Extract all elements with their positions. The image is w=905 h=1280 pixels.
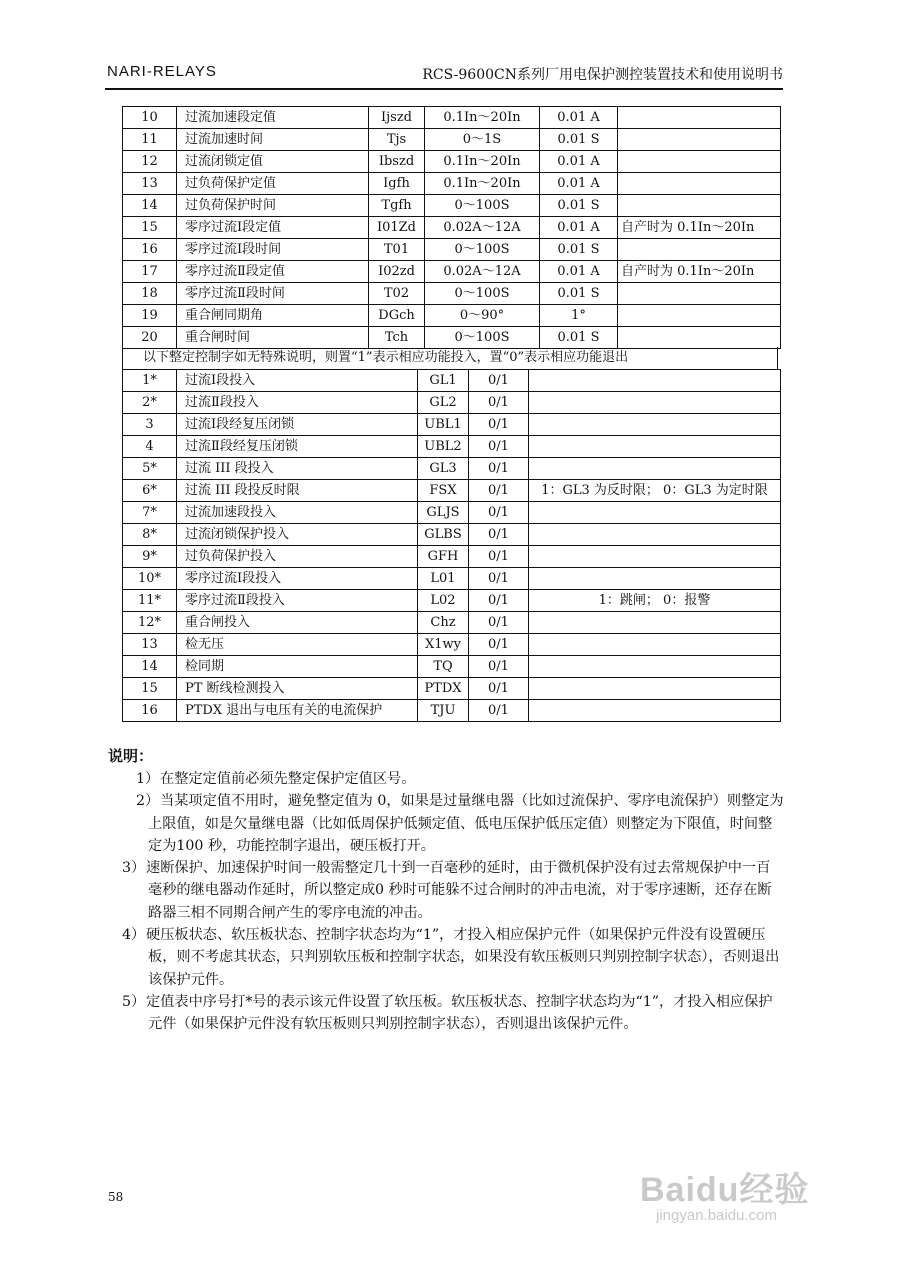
setting-note [618, 173, 781, 195]
table-row [123, 107, 781, 129]
setting-step: 0.01 S [540, 239, 618, 261]
row-number: 10 [123, 107, 177, 129]
setting-name: 过流闭锁定值 [177, 151, 369, 173]
control-symbol: GL3 [418, 458, 469, 480]
setting-note [618, 195, 781, 217]
control-name: 重合闸投入 [177, 612, 418, 634]
table-row [123, 524, 781, 546]
row-number: 20 [123, 327, 177, 349]
setting-step: 1° [540, 305, 618, 327]
note-item [108, 857, 784, 924]
setting-step: 0.01 A [540, 173, 618, 195]
setting-symbol: Tjs [369, 129, 425, 151]
control-value: 0/1 [469, 480, 529, 502]
control-value: 0/1 [469, 370, 529, 392]
control-name: 过流 III 段投入 [177, 458, 418, 480]
setting-symbol: T01 [369, 239, 425, 261]
control-note [529, 414, 781, 436]
table-row [123, 305, 781, 327]
control-note [529, 568, 781, 590]
table-row [123, 590, 781, 612]
control-name: 检无压 [177, 634, 418, 656]
control-symbol: Chz [418, 612, 469, 634]
control-value: 0/1 [469, 678, 529, 700]
control-symbol: TQ [418, 656, 469, 678]
control-name: 过负荷保护投入 [177, 546, 418, 568]
control-word-table [122, 369, 781, 722]
row-number: 9* [123, 546, 177, 568]
control-symbol: X1wy [418, 634, 469, 656]
setting-name: 过负荷保护定值 [177, 173, 369, 195]
note-item [108, 924, 784, 991]
table-row [123, 436, 781, 458]
setting-symbol: Ibszd [369, 151, 425, 173]
control-value: 0/1 [469, 524, 529, 546]
table-row [123, 612, 781, 634]
row-number: 16 [123, 700, 177, 722]
setting-step: 0.01 A [540, 107, 618, 129]
note-text: 当某项定值不用时，避免整定值为 0，如果是过量继电器（比如过流保护、零序电流保护）则整定为上限值，如是欠量继电器（比如低周保护低频定值、低电压保护低压定值）则整定为下限值，时间整定为100 秒，功能控制字退出，硬压板打开。 [148, 793, 784, 854]
table-row [123, 392, 781, 414]
setting-range: 0.1In～20In [425, 151, 540, 173]
control-note [529, 612, 781, 634]
row-number: 12 [123, 151, 177, 173]
table-row [123, 217, 781, 239]
note-number: 1） [136, 771, 160, 787]
setting-note [618, 129, 781, 151]
settings-table [122, 106, 781, 349]
header-divider [105, 88, 783, 90]
table-row [123, 129, 781, 151]
control-name: 过流Ⅱ段投入 [177, 392, 418, 414]
control-symbol: L02 [418, 590, 469, 612]
note-number: 3） [122, 860, 146, 877]
control-value: 0/1 [469, 700, 529, 722]
control-symbol: TJU [418, 700, 469, 722]
setting-range: 0.02A～12A [425, 261, 540, 283]
setting-symbol: I01Zd [369, 217, 425, 239]
setting-note [618, 305, 781, 327]
setting-name: 重合闸同期角 [177, 305, 369, 327]
control-value: 0/1 [469, 392, 529, 414]
setting-note: 自产时为 0.1In～20In [618, 217, 781, 239]
setting-note [618, 283, 781, 305]
watermark [640, 1162, 860, 1232]
notes-title: 说明： [108, 747, 154, 765]
note-item [108, 768, 784, 790]
setting-note: 自产时为 0.1In～20In [618, 261, 781, 283]
control-symbol: L01 [418, 568, 469, 590]
control-note [529, 546, 781, 568]
note-number: 4） [122, 927, 146, 944]
control-symbol: UBL1 [418, 414, 469, 436]
page-number: 58 [108, 1190, 124, 1204]
control-symbol: GLBS [418, 524, 469, 546]
row-number: 18 [123, 283, 177, 305]
setting-range: 0～90° [425, 305, 540, 327]
setting-symbol: T02 [369, 283, 425, 305]
table-row [123, 239, 781, 261]
row-number: 1* [123, 370, 177, 392]
table-row [123, 195, 781, 217]
control-name: 零序过流Ⅱ段投入 [177, 590, 418, 612]
control-name: 过流Ⅱ段经复压闭锁 [177, 436, 418, 458]
setting-name: 零序过流Ⅰ段定值 [177, 217, 369, 239]
watermark-brand: Baidu经验 [640, 1171, 810, 1209]
setting-step: 0.01 A [540, 151, 618, 173]
table-row [123, 414, 781, 436]
control-note: 1：跳闸； 0：报警 [529, 590, 781, 612]
note-text: 硬压板状态、软压板状态、控制字状态均为“1”，才投入相应保护元件（如果保护元件没有设置硬压板，则不考虑其状态，只判别软压板和控制字状态，如果没有软压板则只判别控制字状态），否则退出该保护元件。 [146, 927, 780, 988]
control-name: 检同期 [177, 656, 418, 678]
setting-range: 0.1In～20In [425, 173, 540, 195]
row-number: 5* [123, 458, 177, 480]
setting-name: 过负荷保护时间 [177, 195, 369, 217]
control-name: PTDX 退出与电压有关的电流保护 [177, 700, 418, 722]
control-value: 0/1 [469, 590, 529, 612]
setting-step: 0.01 S [540, 283, 618, 305]
setting-symbol: Tgfh [369, 195, 425, 217]
control-symbol: GFH [418, 546, 469, 568]
row-number: 12* [123, 612, 177, 634]
control-name: 过流Ⅰ段投入 [177, 370, 418, 392]
row-number: 7* [123, 502, 177, 524]
control-symbol: FSX [418, 480, 469, 502]
control-note [529, 634, 781, 656]
control-value: 0/1 [469, 568, 529, 590]
control-note [529, 392, 781, 414]
row-number: 3 [123, 414, 177, 436]
table-row [123, 151, 781, 173]
watermark-url: jingyan.baidu.com [656, 1207, 777, 1224]
setting-step: 0.01 S [540, 129, 618, 151]
control-symbol: PTDX [418, 678, 469, 700]
control-note [529, 700, 781, 722]
setting-step: 0.01 A [540, 261, 618, 283]
setting-range: 0～100S [425, 327, 540, 349]
control-value: 0/1 [469, 458, 529, 480]
control-name: 过流加速段投入 [177, 502, 418, 524]
table-row [123, 370, 781, 392]
row-number: 13 [123, 173, 177, 195]
control-note [529, 524, 781, 546]
control-symbol: GL1 [418, 370, 469, 392]
setting-name: 过流加速时间 [177, 129, 369, 151]
control-note: 1：GL3 为反时限； 0：GL3 为定时限 [529, 480, 781, 502]
row-number: 15 [123, 217, 177, 239]
row-number: 10* [123, 568, 177, 590]
note-item [108, 790, 784, 857]
control-note [529, 458, 781, 480]
row-number: 13 [123, 634, 177, 656]
note-number: 5） [122, 993, 146, 1010]
setting-name: 零序过流Ⅱ段时间 [177, 283, 369, 305]
control-symbol: GL2 [418, 392, 469, 414]
row-number: 8* [123, 524, 177, 546]
note-text: 在整定定值前必须先整定保护定值区号。 [160, 771, 416, 787]
control-note [529, 656, 781, 678]
row-number: 16 [123, 239, 177, 261]
setting-symbol: Igfh [369, 173, 425, 195]
setting-note [618, 327, 781, 349]
setting-symbol: Ijszd [369, 107, 425, 129]
control-name: 过流 III 段投反时限 [177, 480, 418, 502]
control-value: 0/1 [469, 546, 529, 568]
row-number: 6* [123, 480, 177, 502]
control-name: 过流闭锁保护投入 [177, 524, 418, 546]
table-row [123, 678, 781, 700]
setting-symbol: Tch [369, 327, 425, 349]
control-name: PT 断线检测投入 [177, 678, 418, 700]
note-text: 速断保护、加速保护时间一般需整定几十到一百毫秒的延时，由于微机保护没有过去常规保护中一百毫秒的继电器动作延时，所以整定成0 秒时可能躲不过合闸时的冲击电流，对于零序速断，还存在断路器三相不同期合闸产生的零序电流的冲击。 [146, 860, 772, 921]
note-text: 定值表中序号打*号的表示该元件设置了软压板。软压板状态、控制字状态均为“1”，才投入相应保护元件（如果保护元件没有软压板则只判别控制字状态），否则退出该保护元件。 [146, 993, 773, 1033]
row-number: 14 [123, 195, 177, 217]
table-row [123, 327, 781, 349]
setting-name: 过流加速段定值 [177, 107, 369, 129]
row-number: 2* [123, 392, 177, 414]
row-number: 11* [123, 590, 177, 612]
header-doc-title: RCS-9600CN系列厂用电保护测控装置技术和使用说明书 [422, 67, 783, 83]
table-row [123, 458, 781, 480]
row-number: 14 [123, 656, 177, 678]
table-row [123, 173, 781, 195]
control-note [529, 370, 781, 392]
table-row [123, 480, 781, 502]
setting-note [618, 151, 781, 173]
setting-note [618, 107, 781, 129]
setting-range: 0.1In～20In [425, 107, 540, 129]
setting-range: 0～1S [425, 129, 540, 151]
control-name: 零序过流Ⅰ段投入 [177, 568, 418, 590]
row-number: 4 [123, 436, 177, 458]
table-row [123, 700, 781, 722]
control-value: 0/1 [469, 414, 529, 436]
control-symbol: UBL2 [418, 436, 469, 458]
table-row [123, 261, 781, 283]
note-number: 2） [136, 793, 160, 810]
row-number: 19 [123, 305, 177, 327]
control-value: 0/1 [469, 612, 529, 634]
control-value: 0/1 [469, 634, 529, 656]
control-note [529, 678, 781, 700]
row-number: 15 [123, 678, 177, 700]
table-row [123, 283, 781, 305]
setting-name: 零序过流Ⅰ段时间 [177, 239, 369, 261]
table-row [123, 568, 781, 590]
header-brand: NARI-RELAYS [107, 63, 217, 80]
control-note [529, 436, 781, 458]
control-symbol: GLJS [418, 502, 469, 524]
setting-range: 0～100S [425, 283, 540, 305]
setting-note [618, 239, 781, 261]
setting-range: 0～100S [425, 195, 540, 217]
table-row [123, 656, 781, 678]
setting-name: 重合闸时间 [177, 327, 369, 349]
note-item [108, 991, 784, 1036]
setting-name: 零序过流Ⅱ段定值 [177, 261, 369, 283]
table-row [123, 502, 781, 524]
control-name: 过流Ⅰ段经复压闭锁 [177, 414, 418, 436]
setting-step: 0.01 A [540, 217, 618, 239]
table-row [123, 634, 781, 656]
control-value: 0/1 [469, 436, 529, 458]
setting-range: 0.02A～12A [425, 217, 540, 239]
control-value: 0/1 [469, 656, 529, 678]
control-word-banner: 以下整定控制字如无特殊说明，则置“1”表示相应功能投入，置“0”表示相应功能退出 [122, 347, 778, 369]
setting-symbol: DGch [369, 305, 425, 327]
setting-symbol: I02zd [369, 261, 425, 283]
row-number: 17 [123, 261, 177, 283]
row-number: 11 [123, 129, 177, 151]
control-note [529, 502, 781, 524]
setting-range: 0～100S [425, 239, 540, 261]
setting-step: 0.01 S [540, 327, 618, 349]
setting-step: 0.01 S [540, 195, 618, 217]
notes-list [108, 768, 784, 1036]
control-value: 0/1 [469, 502, 529, 524]
table-row [123, 546, 781, 568]
